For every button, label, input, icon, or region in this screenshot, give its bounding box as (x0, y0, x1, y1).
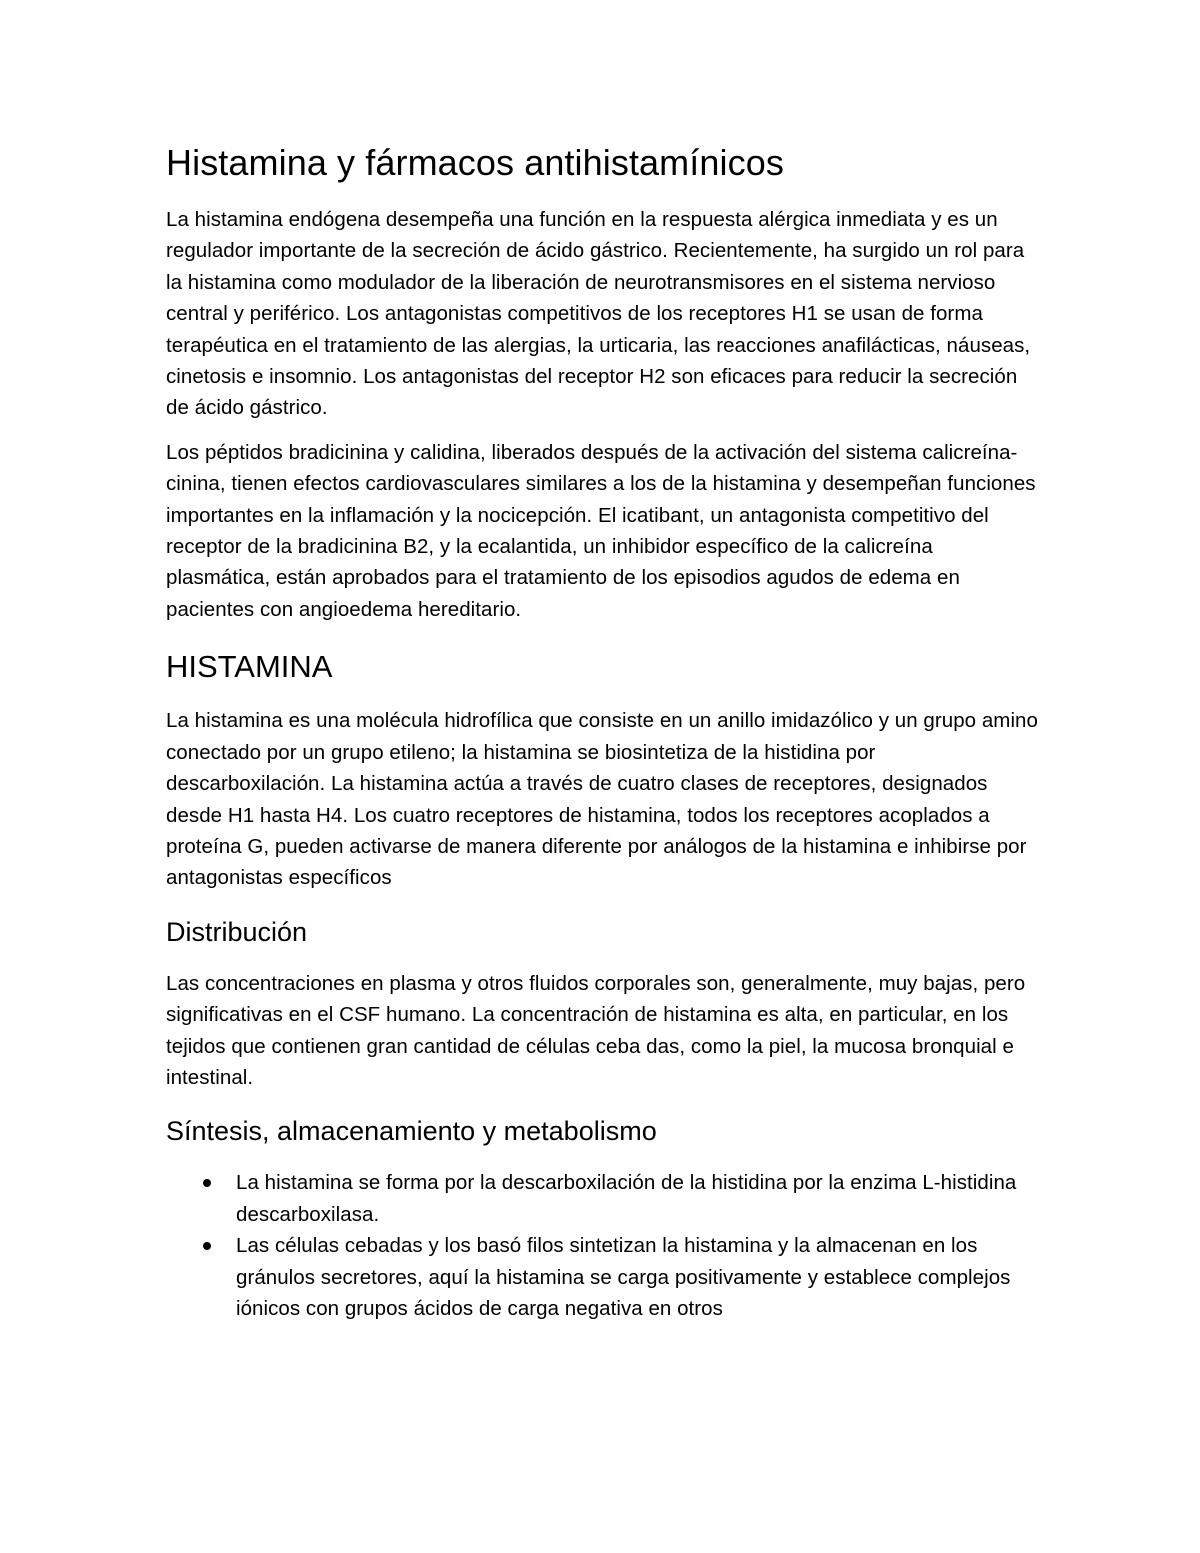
heading-distribucion: Distribución (166, 916, 308, 947)
bullet-dot-icon (203, 1179, 211, 1187)
document-title: Histamina y fármacos antihistamínicos (166, 142, 784, 183)
intro-paragraph-1: La histamina endógena desempeña una función en la respuesta alérgica inmediata y es un regulador importante de la secreción de ácido gástrico. Recientemente, ha surgido un rol para la histamina como modulador de la liberación de neurotransmisores en el sistema nervioso central y periférico. Los antagonistas competitivos de los receptores H1 se usan de forma terapéutica en el tratamiento de las alergias, la urticaria, las reacciones anafilácticas, náuseas, cinetosis e insomnio. Los antagonistas del receptor H2 son eficaces para reducir la secreción de ácido gástrico. (166, 208, 1031, 420)
list-item-text: La histamina se forma por la descarboxilación de la histidina por la enzima L-histidina descarboxilasa. (236, 1171, 1017, 1226)
list-item (236, 1167, 1040, 1230)
bullet-dot-icon (203, 1242, 211, 1250)
intro-paragraph-2: Los péptidos bradicinina y calidina, liberados después de la activación del sistema calicreína-cinina, tienen efectos cardiovasculares similares a los de la histamina y desempeñan funciones importantes en la inflamación y la nocicepción. El icatibant, un antagonista competitivo del receptor de la bradicinina B2, y la ecalantida, un inhibidor específico de la calicreína plasmática, están aprobados para el tratamiento de los episodios agudos de edema en pacientes con angioedema hereditario. (166, 440, 1036, 621)
list-item (236, 1230, 1040, 1324)
histamina-paragraph: La histamina es una molécula hidrofílica que consiste en un anillo imidazólico y un grupo amino conectado por un grupo etileno; la histamina se biosintetiza de la histidina por descarboxilación. La histamina actúa a través de cuatro clases de receptores, designados desde H1 hasta H4. Los cuatro receptores de histamina, todos los receptores acoplados a proteína G, pueden activarse de manera diferente por análogos de la histamina e inhibirse por antagonistas específicos (166, 709, 1038, 890)
heading-histamina: HISTAMINA (166, 649, 333, 685)
sintesis-bullet-list (166, 1167, 1040, 1324)
heading-sintesis: Síntesis, almacenamiento y metabolismo (166, 1116, 657, 1147)
list-item-text: Las células cebadas y los basó filos sintetizan la histamina y la almacenan en los gránulos secretores, aquí la histamina se carga positivamente y establece complejos iónicos con grupos ácidos de carga negativa en otros (236, 1234, 1011, 1320)
distribucion-paragraph: Las concentraciones en plasma y otros fluidos corporales son, generalmente, muy bajas, pero significativas en el CSF humano. La concentración de histamina es alta, en particular, en los tejidos que contienen gran cantidad de células ceba das, como la piel, la mucosa bronquial e intestinal. (166, 971, 1026, 1089)
